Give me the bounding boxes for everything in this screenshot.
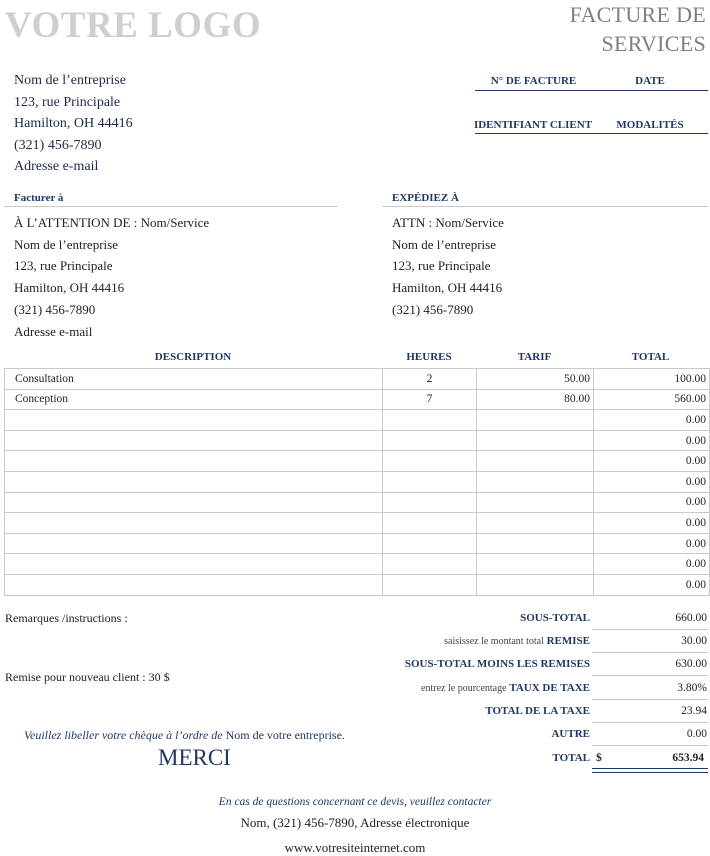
company-email: Adresse e-mail	[14, 159, 99, 175]
table-row	[5, 451, 710, 472]
cell-description	[5, 533, 383, 554]
discount-label: saisissez le montant total REMISE	[444, 635, 590, 647]
title-line-2: SERVICES	[601, 31, 706, 56]
cell-total: 0.00	[594, 471, 710, 492]
subtotal-less-discount-value: 630.00	[675, 658, 707, 670]
cell-rate	[477, 410, 594, 431]
subtotal-label: SOUS-TOTAL	[520, 612, 590, 624]
check-instruction	[24, 728, 345, 743]
grand-total-label: TOTAL	[552, 752, 590, 764]
client-id-label: IDENTIFIANT CLIENT	[473, 119, 593, 131]
cell-rate: 80.00	[477, 389, 594, 410]
line-items-table	[4, 368, 710, 596]
ship-to-street: 123, rue Principale	[392, 258, 491, 274]
bill-to-attention: À L’ATTENTION DE : Nom/Service	[14, 215, 210, 230]
ship-to-name: Nom de l’entreprise	[392, 236, 496, 252]
cell-hours	[383, 451, 477, 472]
column-header-hours: HEURES	[406, 351, 452, 363]
column-header-total: TOTAL	[631, 351, 670, 363]
cell-description	[5, 554, 383, 575]
ship-to-attention: ATTN : Nom/Service	[392, 215, 504, 230]
ship-to-phone: (321) 456-7890	[392, 301, 474, 317]
company-name: Nom de l’entreprise	[14, 73, 126, 88]
cell-hours	[383, 430, 477, 451]
cell-rate	[477, 451, 594, 472]
other-label: AUTRE	[551, 728, 590, 740]
cell-total: 0.00	[594, 492, 710, 513]
bill-to-label: Facturer à	[14, 192, 64, 204]
table-row	[5, 410, 710, 431]
summary-divider	[592, 629, 708, 630]
cell-description	[5, 574, 383, 595]
bill-to-phone: (321) 456-7890	[14, 301, 96, 317]
summary-divider	[592, 745, 708, 746]
cell-description	[5, 430, 383, 451]
table-row	[5, 389, 710, 410]
column-header-rate: TARIF	[517, 351, 552, 363]
invoice-number-label: N° DE FACTURE	[490, 75, 577, 87]
cell-total: 560.00	[594, 389, 710, 410]
cell-hours	[383, 410, 477, 431]
ship-to-city: Hamilton, OH 44416	[392, 280, 503, 296]
currency-symbol: $	[596, 752, 602, 764]
cell-hours: 2	[383, 369, 477, 390]
cell-description	[5, 492, 383, 513]
footer-question-line: En cas de questions concernant ce devis, veuillez contacter	[218, 796, 492, 808]
cell-total: 0.00	[594, 554, 710, 575]
table-row	[5, 430, 710, 451]
cell-description: Conception	[5, 389, 383, 410]
cell-hours	[383, 492, 477, 513]
cell-rate	[477, 554, 594, 575]
total-tax-value: 23.94	[681, 705, 707, 717]
cell-total: 0.00	[594, 451, 710, 472]
cell-description	[5, 471, 383, 492]
table-row	[5, 513, 710, 534]
cell-total: 0.00	[594, 430, 710, 451]
footer-website: www.votresiteinternet.com	[284, 840, 426, 855]
company-address-block	[14, 70, 133, 178]
check-payee-name: Nom de votre entreprise.	[225, 728, 345, 742]
cell-rate	[477, 513, 594, 534]
ship-to-divider	[382, 206, 708, 207]
cell-rate: 50.00	[477, 369, 594, 390]
company-street: 123, rue Principale	[14, 94, 121, 110]
bill-to-name: Nom de l’entreprise	[14, 236, 118, 252]
bill-to-street: 123, rue Principale	[14, 258, 113, 274]
table-row	[5, 554, 710, 575]
company-phone: (321) 456-7890	[14, 137, 102, 153]
document-title	[570, 0, 706, 58]
bill-to-address	[14, 212, 209, 342]
meta-divider-2	[475, 133, 708, 134]
cell-hours	[383, 574, 477, 595]
summary-divider	[592, 699, 708, 700]
cell-rate	[477, 430, 594, 451]
table-row	[5, 369, 710, 390]
company-city: Hamilton, OH 44416	[14, 116, 133, 132]
cell-total: 0.00	[594, 410, 710, 431]
footer-contact-line: Nom, (321) 456-7890, Adresse électronique	[240, 815, 470, 830]
other-value: 0.00	[686, 728, 707, 740]
cell-description: Consultation	[5, 369, 383, 390]
table-row	[5, 533, 710, 554]
subtotal-value: 660.00	[675, 612, 707, 624]
cell-hours	[383, 533, 477, 554]
cell-rate	[477, 471, 594, 492]
tax-rate-label: entrez le pourcentage TAUX DE TAXE	[421, 682, 590, 694]
cell-hours	[383, 554, 477, 575]
cell-total: 0.00	[594, 533, 710, 554]
bill-to-email: Adresse e-mail	[14, 323, 93, 339]
table-row	[5, 574, 710, 595]
grand-total-value: 653.94	[672, 752, 704, 764]
grand-total-double-underline	[592, 768, 708, 773]
cell-total: 100.00	[594, 369, 710, 390]
discount-note: Remise pour nouveau client : 30 $	[5, 670, 170, 684]
subtotal-less-discount-label: SOUS-TOTAL MOINS LES REMISES	[404, 658, 590, 670]
column-header-description: DESCRIPTION	[154, 351, 232, 363]
summary-divider	[592, 722, 708, 723]
cell-rate	[477, 533, 594, 554]
total-tax-label: TOTAL DE LA TAXE	[485, 705, 590, 717]
cell-hours	[383, 471, 477, 492]
logo-placeholder: VOTRE LOGO	[5, 5, 262, 46]
title-line-1: FACTURE DE	[569, 2, 706, 27]
bill-to-divider	[4, 206, 338, 207]
cell-hours: 7	[383, 389, 477, 410]
ship-to-address	[392, 212, 504, 321]
ship-to-label: EXPÉDIEZ À	[392, 192, 459, 204]
table-row	[5, 471, 710, 492]
cell-description	[5, 513, 383, 534]
cell-rate	[477, 492, 594, 513]
remarks-label: Remarques /instructions :	[5, 611, 128, 625]
thank-you-text: MERCI	[158, 745, 231, 770]
date-label: DATE	[635, 75, 665, 87]
bill-to-city: Hamilton, OH 44416	[14, 280, 125, 296]
cell-hours	[383, 513, 477, 534]
summary-divider	[592, 652, 708, 653]
summary-divider	[592, 675, 708, 676]
table-row	[5, 492, 710, 513]
tax-rate-value: 3.80%	[677, 682, 707, 694]
cell-description	[5, 410, 383, 431]
discount-value: 30.00	[681, 635, 707, 647]
cell-total: 0.00	[594, 574, 710, 595]
cell-description	[5, 451, 383, 472]
cell-total: 0.00	[594, 513, 710, 534]
meta-divider-1	[475, 90, 708, 91]
check-instruction-prefix: Veuillez libeller votre chèque à l’ordre de	[24, 728, 223, 742]
cell-rate	[477, 574, 594, 595]
terms-label: MODALITÉS	[616, 119, 684, 131]
